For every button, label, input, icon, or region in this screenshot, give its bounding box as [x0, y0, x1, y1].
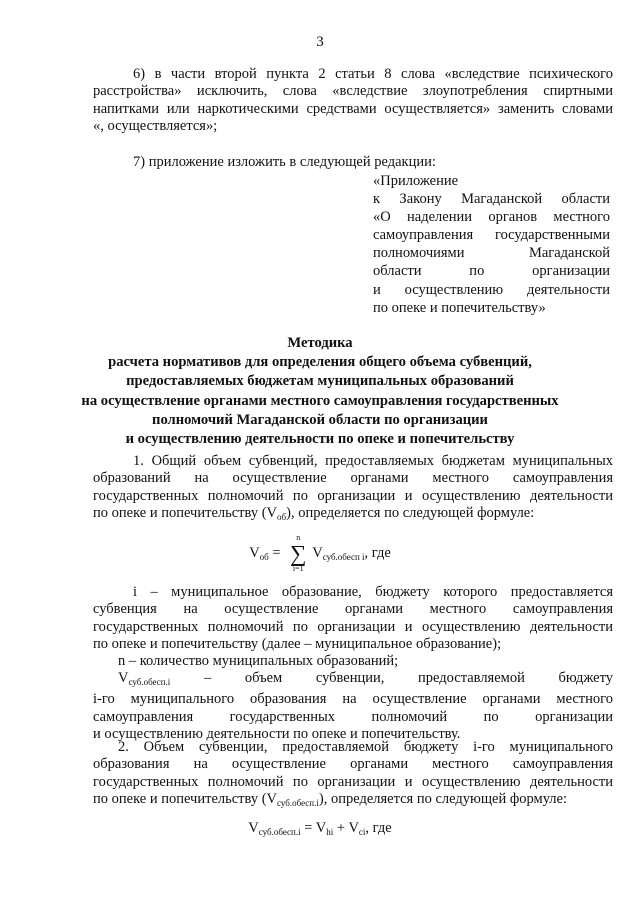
item-6-line: расстройства» исключить, слова «вследствие злоупотребления спиртными — [93, 83, 613, 100]
definition-i — [93, 584, 613, 653]
appendix-line: «Приложение — [373, 173, 459, 189]
formula-suffix: , где — [364, 544, 391, 561]
appendix-line: самоуправления государственными — [373, 227, 610, 244]
section-2-text: ), определяется по следующей формуле: — [318, 790, 568, 807]
section-1-line: образований на осуществление органами местного самоуправления — [93, 470, 613, 487]
appendix-line: полномочиями Магаданской — [373, 245, 610, 262]
section-1-subscript: об — [277, 511, 287, 522]
title-line: предоставляемых бюджетам муниципальных образований — [126, 373, 514, 390]
definition-line: i-го муниципального образования на осуществление органами местного — [93, 691, 613, 708]
formula-variable: V — [248, 820, 259, 836]
summation-sign — [285, 534, 311, 573]
section-1-text: ), определяется по следующей формуле: — [286, 504, 535, 521]
definition-v-sub — [93, 670, 613, 743]
item-6-line: «, осуществляется»; — [93, 117, 218, 134]
appendix-line: к Закону Магаданской области — [373, 191, 610, 208]
formula-variable: V — [315, 820, 327, 836]
formula-subscript: суб.обесп i — [322, 551, 365, 562]
appendix-line: области по организации — [373, 263, 610, 280]
title-line: на осуществление органами местного самоуправления государственных — [81, 392, 559, 409]
appendix-reference — [373, 172, 610, 317]
formula-suffix: , где — [365, 820, 392, 836]
definition-line: по опеке и попечительству (далее – муниципальное образование); — [93, 635, 502, 652]
methodology-title — [0, 334, 640, 449]
sigma-upper-limit: n — [296, 533, 301, 542]
section-1-line: 1. Общий объем субвенций, предоставляемых бюджетам муниципальных — [133, 453, 613, 469]
formula-subscript: ci — [358, 827, 366, 837]
definition-n — [93, 653, 613, 670]
appendix-line: «О наделении органов местного — [373, 209, 610, 226]
definition-line: государственных полномочий по организации и осуществлению деятельности — [93, 618, 613, 635]
item-6-line: напитками или наркотическими средствами осуществляется» заменить словами — [93, 100, 613, 117]
title-line: полномочий Магаданской области по организации — [152, 411, 488, 428]
page-number: 3 — [316, 34, 324, 50]
section-2-line — [93, 791, 613, 812]
section-1-line — [93, 505, 613, 526]
formula-subscript: суб.обесп.i — [128, 677, 171, 687]
section-2-line: государственных полномочий по организации и осуществлению деятельности — [93, 773, 613, 790]
section-2-text: по опеке и попечительству (V — [93, 790, 278, 807]
formula-plus: + — [333, 820, 349, 836]
sigma-lower-limit: i=1 — [292, 564, 304, 573]
item-7-paragraph — [93, 154, 613, 171]
definition-text: – объем субвенции, предоставляемой бюджету — [170, 670, 613, 686]
appendix-line: и осуществлению деятельности — [373, 281, 610, 298]
section-2-subscript: суб.обесп.i — [277, 797, 319, 808]
formula-subscript: об — [259, 551, 269, 562]
formula-subscript: hi — [326, 827, 334, 837]
formula-variable: V — [312, 544, 323, 561]
formula-variable: V — [348, 820, 359, 836]
appendix-line: по опеке и попечительству» — [373, 299, 546, 316]
definition-line: самоуправления государственных полномочий по организации — [93, 708, 613, 725]
formula-equals: = — [268, 544, 285, 561]
definition-line — [93, 670, 613, 691]
title-line: и осуществлению деятельности по опеке и попечительству — [125, 431, 515, 448]
formula-variable: V — [118, 670, 129, 686]
item-6-paragraph — [93, 66, 613, 135]
sigma-symbol: ∑ — [290, 541, 307, 566]
title-line: Методика — [287, 335, 353, 351]
section-2-paragraph — [93, 739, 613, 812]
section-1-paragraph — [93, 453, 613, 526]
formula-equals: = — [300, 820, 316, 836]
formula-total-volume — [0, 534, 640, 573]
formula-variable: V — [249, 544, 260, 561]
definition-line: n – количество муниципальных образований; — [118, 653, 399, 669]
section-1-text: по опеке и попечительству (V — [93, 504, 278, 521]
title-line: расчета нормативов для определения общего объема субвенций, — [108, 354, 532, 371]
section-2-line: образования на осуществление органами местного самоуправления — [93, 756, 613, 773]
section-1-line: государственных полномочий по организации и осуществлению деятельности — [93, 487, 613, 504]
item-6-line: 6) в части второй пункта 2 статьи 8 слова «вследствие психического — [133, 66, 613, 82]
definition-line: и осуществлению деятельности по опеке и попечительству. — [93, 725, 461, 742]
section-2-line: 2. Объем субвенции, предоставляемой бюджету i-го муниципального — [118, 739, 613, 755]
formula-subscript: суб.обесп.i — [258, 827, 301, 837]
definition-line: субвенция на осуществление органами местного самоуправления — [93, 601, 613, 618]
item-7-line: 7) приложение изложить в следующей редакции: — [133, 154, 436, 170]
formula-subvention-volume — [0, 820, 640, 837]
definition-line: i – муниципальное образование, бюджету которого предоставляется — [133, 584, 613, 600]
